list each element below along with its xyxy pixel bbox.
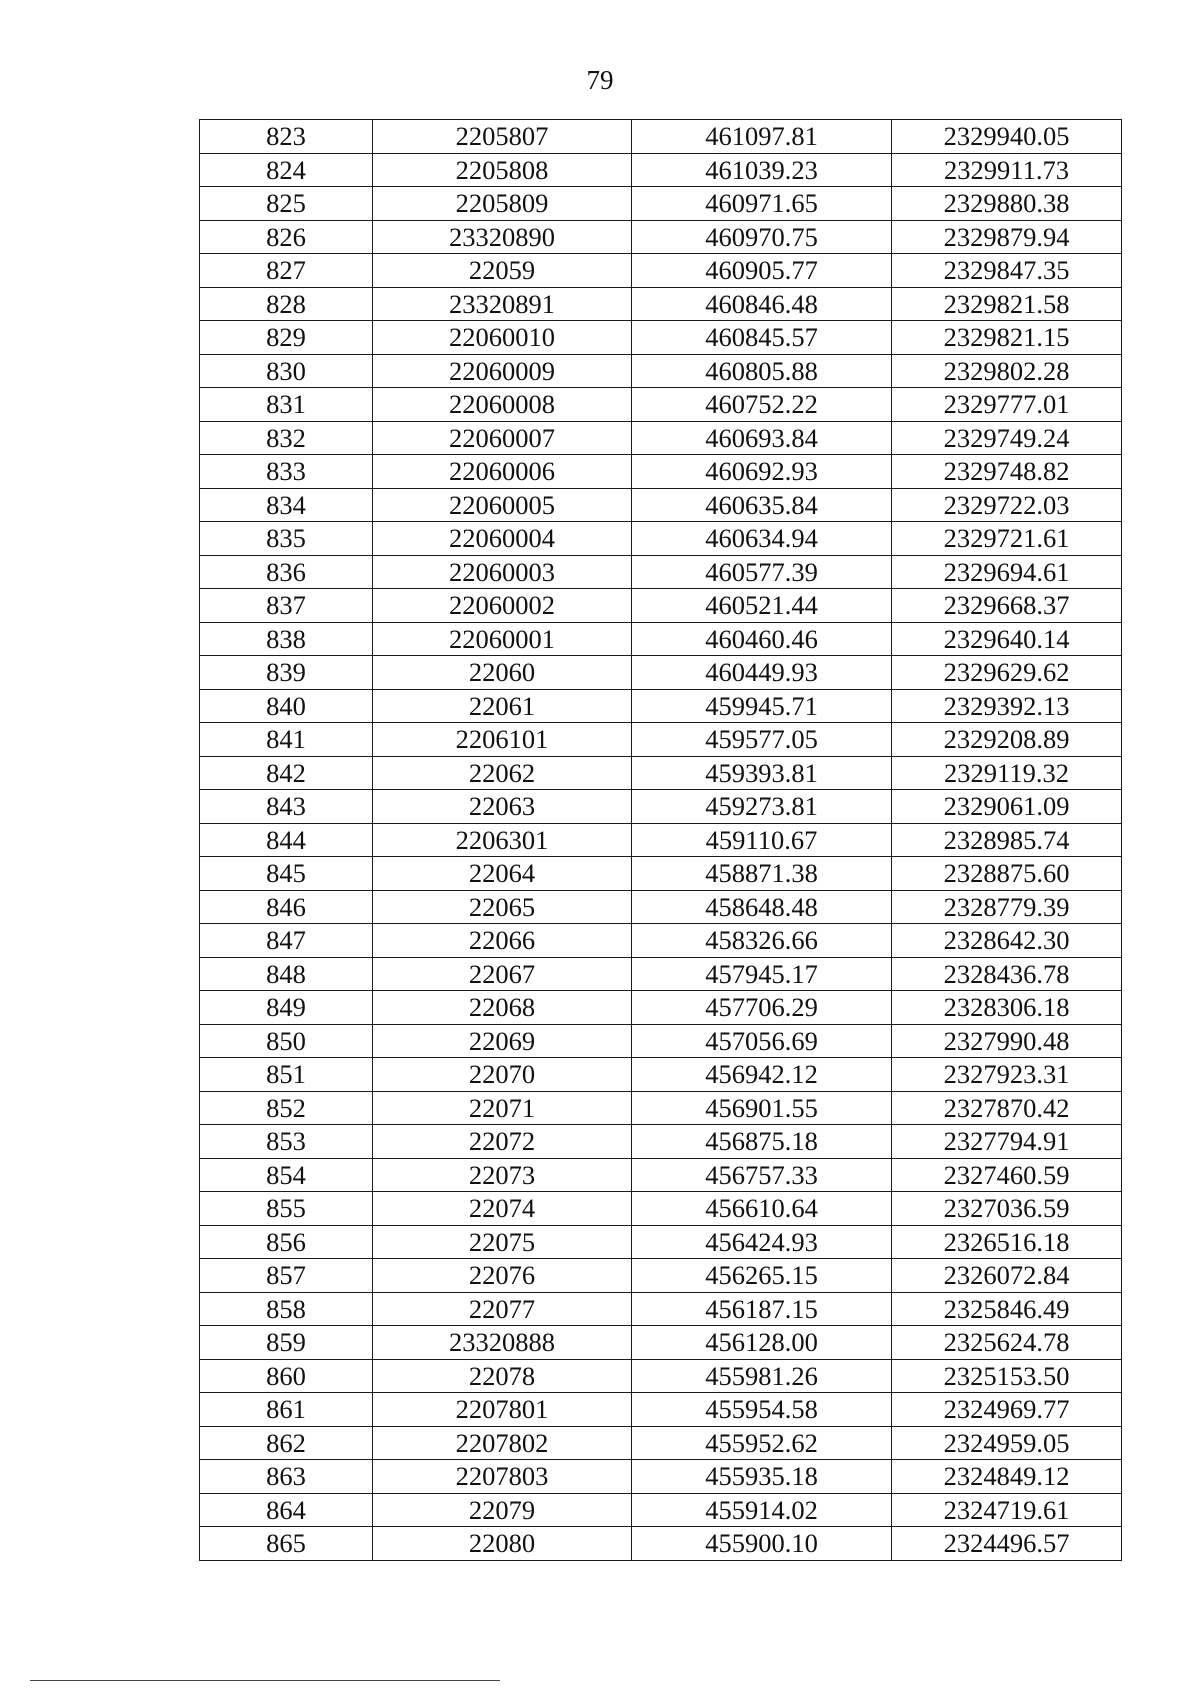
coordinate-y-cell: 2329392.13	[892, 689, 1122, 723]
coordinate-x-cell: 460905.77	[632, 254, 892, 288]
coordinate-y-cell: 2329821.15	[892, 321, 1122, 355]
point-number-cell: 852	[200, 1091, 373, 1125]
point-id-cell: 22067	[373, 957, 632, 991]
coordinate-x-cell: 459393.81	[632, 756, 892, 790]
coordinate-x-cell: 460577.39	[632, 555, 892, 589]
point-id-cell: 22077	[373, 1292, 632, 1326]
table-row	[200, 924, 1122, 958]
point-number-cell: 858	[200, 1292, 373, 1326]
point-id-cell: 22063	[373, 790, 632, 824]
page-number: 79	[586, 65, 614, 95]
point-id-cell: 23320891	[373, 287, 632, 321]
table-row	[200, 455, 1122, 489]
table-row	[200, 321, 1122, 355]
table-row	[200, 354, 1122, 388]
coordinate-y-cell: 2324969.77	[892, 1393, 1122, 1427]
coordinate-x-cell: 461039.23	[632, 153, 892, 187]
table-row	[200, 957, 1122, 991]
table-row	[200, 1192, 1122, 1226]
table-row	[200, 1058, 1122, 1092]
coordinate-x-cell: 456757.33	[632, 1158, 892, 1192]
table-row	[200, 589, 1122, 623]
coordinate-x-cell: 460635.84	[632, 488, 892, 522]
coordinate-y-cell: 2324496.57	[892, 1527, 1122, 1561]
point-number-cell: 857	[200, 1259, 373, 1293]
point-id-cell: 22079	[373, 1493, 632, 1527]
coordinate-x-cell: 460692.93	[632, 455, 892, 489]
coordinate-y-cell: 2326072.84	[892, 1259, 1122, 1293]
table-row	[200, 388, 1122, 422]
point-number-cell: 864	[200, 1493, 373, 1527]
point-number-cell: 845	[200, 857, 373, 891]
table-row	[200, 1493, 1122, 1527]
table-row	[200, 689, 1122, 723]
point-id-cell: 22069	[373, 1024, 632, 1058]
point-id-cell: 22060003	[373, 555, 632, 589]
coordinate-x-cell: 455981.26	[632, 1359, 892, 1393]
table-row	[200, 187, 1122, 221]
point-number-cell: 829	[200, 321, 373, 355]
coordinate-x-cell: 460521.44	[632, 589, 892, 623]
point-number-cell: 862	[200, 1426, 373, 1460]
point-number-cell: 863	[200, 1460, 373, 1494]
table-row	[200, 1393, 1122, 1427]
point-id-cell: 22064	[373, 857, 632, 891]
point-id-cell: 2207803	[373, 1460, 632, 1494]
coordinate-x-cell: 455914.02	[632, 1493, 892, 1527]
point-number-cell: 848	[200, 957, 373, 991]
coordinate-y-cell: 2329721.61	[892, 522, 1122, 556]
table-row	[200, 790, 1122, 824]
coordinate-x-cell: 460752.22	[632, 388, 892, 422]
coordinates-table	[199, 119, 1122, 1561]
point-id-cell: 23320888	[373, 1326, 632, 1360]
point-id-cell: 22060007	[373, 421, 632, 455]
point-id-cell: 23320890	[373, 220, 632, 254]
point-number-cell: 847	[200, 924, 373, 958]
coordinate-y-cell: 2324959.05	[892, 1426, 1122, 1460]
coordinate-y-cell: 2329694.61	[892, 555, 1122, 589]
coordinate-y-cell: 2325846.49	[892, 1292, 1122, 1326]
coordinate-y-cell: 2329640.14	[892, 622, 1122, 656]
point-number-cell: 855	[200, 1192, 373, 1226]
point-id-cell: 22065	[373, 890, 632, 924]
coordinate-y-cell: 2326516.18	[892, 1225, 1122, 1259]
point-number-cell: 838	[200, 622, 373, 656]
coordinate-y-cell: 2328436.78	[892, 957, 1122, 991]
point-id-cell: 22080	[373, 1527, 632, 1561]
point-number-cell: 831	[200, 388, 373, 422]
point-number-cell: 833	[200, 455, 373, 489]
point-number-cell: 835	[200, 522, 373, 556]
point-id-cell: 22076	[373, 1259, 632, 1293]
coordinate-y-cell: 2329749.24	[892, 421, 1122, 455]
coordinate-x-cell: 455954.58	[632, 1393, 892, 1427]
coordinate-y-cell: 2329880.38	[892, 187, 1122, 221]
point-id-cell: 22060005	[373, 488, 632, 522]
coordinate-y-cell: 2329777.01	[892, 388, 1122, 422]
coordinate-y-cell: 2329668.37	[892, 589, 1122, 623]
point-id-cell: 22059	[373, 254, 632, 288]
coordinate-x-cell: 455935.18	[632, 1460, 892, 1494]
point-id-cell: 22074	[373, 1192, 632, 1226]
point-id-cell: 22060006	[373, 455, 632, 489]
coordinate-y-cell: 2328779.39	[892, 890, 1122, 924]
table-row	[200, 421, 1122, 455]
coordinate-x-cell: 460971.65	[632, 187, 892, 221]
coordinate-x-cell: 456875.18	[632, 1125, 892, 1159]
point-id-cell: 22078	[373, 1359, 632, 1393]
table-row	[200, 1158, 1122, 1192]
coordinate-y-cell: 2329911.73	[892, 153, 1122, 187]
table-row	[200, 220, 1122, 254]
point-number-cell: 851	[200, 1058, 373, 1092]
coordinate-x-cell: 455900.10	[632, 1527, 892, 1561]
point-id-cell: 2205808	[373, 153, 632, 187]
coordinate-x-cell: 460846.48	[632, 287, 892, 321]
coordinate-x-cell: 456901.55	[632, 1091, 892, 1125]
table-row	[200, 1292, 1122, 1326]
point-number-cell: 859	[200, 1326, 373, 1360]
point-number-cell: 841	[200, 723, 373, 757]
point-number-cell: 854	[200, 1158, 373, 1192]
point-number-cell: 850	[200, 1024, 373, 1058]
point-id-cell: 22060002	[373, 589, 632, 623]
coordinate-y-cell: 2329629.62	[892, 656, 1122, 690]
point-id-cell: 22070	[373, 1058, 632, 1092]
point-number-cell: 830	[200, 354, 373, 388]
coordinate-y-cell: 2329847.35	[892, 254, 1122, 288]
point-id-cell: 2206101	[373, 723, 632, 757]
coordinate-y-cell: 2329208.89	[892, 723, 1122, 757]
table-row	[200, 1259, 1122, 1293]
coordinate-x-cell: 456128.00	[632, 1326, 892, 1360]
point-number-cell: 828	[200, 287, 373, 321]
table-row	[200, 890, 1122, 924]
coordinate-x-cell: 458326.66	[632, 924, 892, 958]
coordinate-y-cell: 2329821.58	[892, 287, 1122, 321]
coordinate-y-cell: 2328642.30	[892, 924, 1122, 958]
point-id-cell: 2207801	[373, 1393, 632, 1427]
table-row	[200, 120, 1122, 154]
coordinate-y-cell: 2329879.94	[892, 220, 1122, 254]
coordinate-x-cell: 460970.75	[632, 220, 892, 254]
point-id-cell: 22060009	[373, 354, 632, 388]
coordinate-y-cell: 2329119.32	[892, 756, 1122, 790]
table-row	[200, 1359, 1122, 1393]
table-row	[200, 823, 1122, 857]
point-number-cell: 836	[200, 555, 373, 589]
coordinate-x-cell: 457945.17	[632, 957, 892, 991]
point-number-cell: 823	[200, 120, 373, 154]
table-row	[200, 656, 1122, 690]
coordinate-x-cell: 460460.46	[632, 622, 892, 656]
point-id-cell: 22060001	[373, 622, 632, 656]
table-row	[200, 1460, 1122, 1494]
coordinate-y-cell: 2324719.61	[892, 1493, 1122, 1527]
point-id-cell: 22060008	[373, 388, 632, 422]
coordinate-x-cell: 456424.93	[632, 1225, 892, 1259]
coordinate-x-cell: 456187.15	[632, 1292, 892, 1326]
coordinate-y-cell: 2329802.28	[892, 354, 1122, 388]
point-number-cell: 853	[200, 1125, 373, 1159]
table-row	[200, 254, 1122, 288]
point-number-cell: 837	[200, 589, 373, 623]
coordinate-x-cell: 456265.15	[632, 1259, 892, 1293]
coordinate-x-cell: 459110.67	[632, 823, 892, 857]
coordinate-y-cell: 2327990.48	[892, 1024, 1122, 1058]
coordinate-x-cell: 460449.93	[632, 656, 892, 690]
coordinate-y-cell: 2328985.74	[892, 823, 1122, 857]
coordinates-table-body	[200, 120, 1122, 1561]
point-id-cell: 22072	[373, 1125, 632, 1159]
coordinate-y-cell: 2327923.31	[892, 1058, 1122, 1092]
coordinate-y-cell: 2327460.59	[892, 1158, 1122, 1192]
table-row	[200, 857, 1122, 891]
coordinate-x-cell: 458648.48	[632, 890, 892, 924]
point-number-cell: 844	[200, 823, 373, 857]
table-row	[200, 622, 1122, 656]
table-row	[200, 1326, 1122, 1360]
coordinate-x-cell: 459945.71	[632, 689, 892, 723]
point-id-cell: 22060	[373, 656, 632, 690]
coordinate-x-cell: 457706.29	[632, 991, 892, 1025]
point-number-cell: 846	[200, 890, 373, 924]
coordinate-x-cell: 459273.81	[632, 790, 892, 824]
table-row	[200, 1024, 1122, 1058]
point-number-cell: 834	[200, 488, 373, 522]
point-number-cell: 849	[200, 991, 373, 1025]
point-number-cell: 826	[200, 220, 373, 254]
point-number-cell: 856	[200, 1225, 373, 1259]
point-id-cell: 22068	[373, 991, 632, 1025]
coordinate-x-cell: 458871.38	[632, 857, 892, 891]
point-number-cell: 860	[200, 1359, 373, 1393]
point-id-cell: 2205807	[373, 120, 632, 154]
coordinate-y-cell: 2328306.18	[892, 991, 1122, 1025]
coordinate-y-cell: 2327870.42	[892, 1091, 1122, 1125]
table-row	[200, 1091, 1122, 1125]
coordinate-y-cell: 2328875.60	[892, 857, 1122, 891]
coordinate-x-cell: 456610.64	[632, 1192, 892, 1226]
point-id-cell: 22073	[373, 1158, 632, 1192]
coordinate-y-cell: 2324849.12	[892, 1460, 1122, 1494]
coordinate-y-cell: 2327794.91	[892, 1125, 1122, 1159]
table-row	[200, 723, 1122, 757]
table-row	[200, 1426, 1122, 1460]
point-id-cell: 22062	[373, 756, 632, 790]
footer-rule	[30, 1680, 500, 1681]
point-id-cell: 22075	[373, 1225, 632, 1259]
point-number-cell: 825	[200, 187, 373, 221]
table-row	[200, 991, 1122, 1025]
table-row	[200, 488, 1122, 522]
table-row	[200, 522, 1122, 556]
table-row	[200, 1225, 1122, 1259]
point-id-cell: 22060004	[373, 522, 632, 556]
point-id-cell: 22061	[373, 689, 632, 723]
point-number-cell: 827	[200, 254, 373, 288]
point-id-cell: 22066	[373, 924, 632, 958]
coordinate-x-cell: 459577.05	[632, 723, 892, 757]
table-row	[200, 555, 1122, 589]
table-row	[200, 153, 1122, 187]
table-row	[200, 1527, 1122, 1561]
coordinate-x-cell: 457056.69	[632, 1024, 892, 1058]
point-number-cell: 843	[200, 790, 373, 824]
point-number-cell: 861	[200, 1393, 373, 1427]
coordinate-x-cell: 460634.94	[632, 522, 892, 556]
point-number-cell: 832	[200, 421, 373, 455]
coordinate-y-cell: 2329061.09	[892, 790, 1122, 824]
point-id-cell: 2206301	[373, 823, 632, 857]
coordinate-x-cell: 455952.62	[632, 1426, 892, 1460]
coordinate-y-cell: 2325624.78	[892, 1326, 1122, 1360]
point-id-cell: 2205809	[373, 187, 632, 221]
point-number-cell: 839	[200, 656, 373, 690]
point-id-cell: 2207802	[373, 1426, 632, 1460]
point-number-cell: 865	[200, 1527, 373, 1561]
point-number-cell: 842	[200, 756, 373, 790]
table-row	[200, 1125, 1122, 1159]
point-id-cell: 22060010	[373, 321, 632, 355]
coordinate-x-cell: 460845.57	[632, 321, 892, 355]
coordinate-y-cell: 2329722.03	[892, 488, 1122, 522]
coordinate-y-cell: 2327036.59	[892, 1192, 1122, 1226]
coordinate-x-cell: 460805.88	[632, 354, 892, 388]
coordinate-y-cell: 2325153.50	[892, 1359, 1122, 1393]
coordinate-y-cell: 2329940.05	[892, 120, 1122, 154]
coordinate-x-cell: 461097.81	[632, 120, 892, 154]
table-row	[200, 287, 1122, 321]
coordinate-x-cell: 456942.12	[632, 1058, 892, 1092]
point-number-cell: 824	[200, 153, 373, 187]
point-id-cell: 22071	[373, 1091, 632, 1125]
coordinate-y-cell: 2329748.82	[892, 455, 1122, 489]
point-number-cell: 840	[200, 689, 373, 723]
coordinate-x-cell: 460693.84	[632, 421, 892, 455]
table-row	[200, 756, 1122, 790]
